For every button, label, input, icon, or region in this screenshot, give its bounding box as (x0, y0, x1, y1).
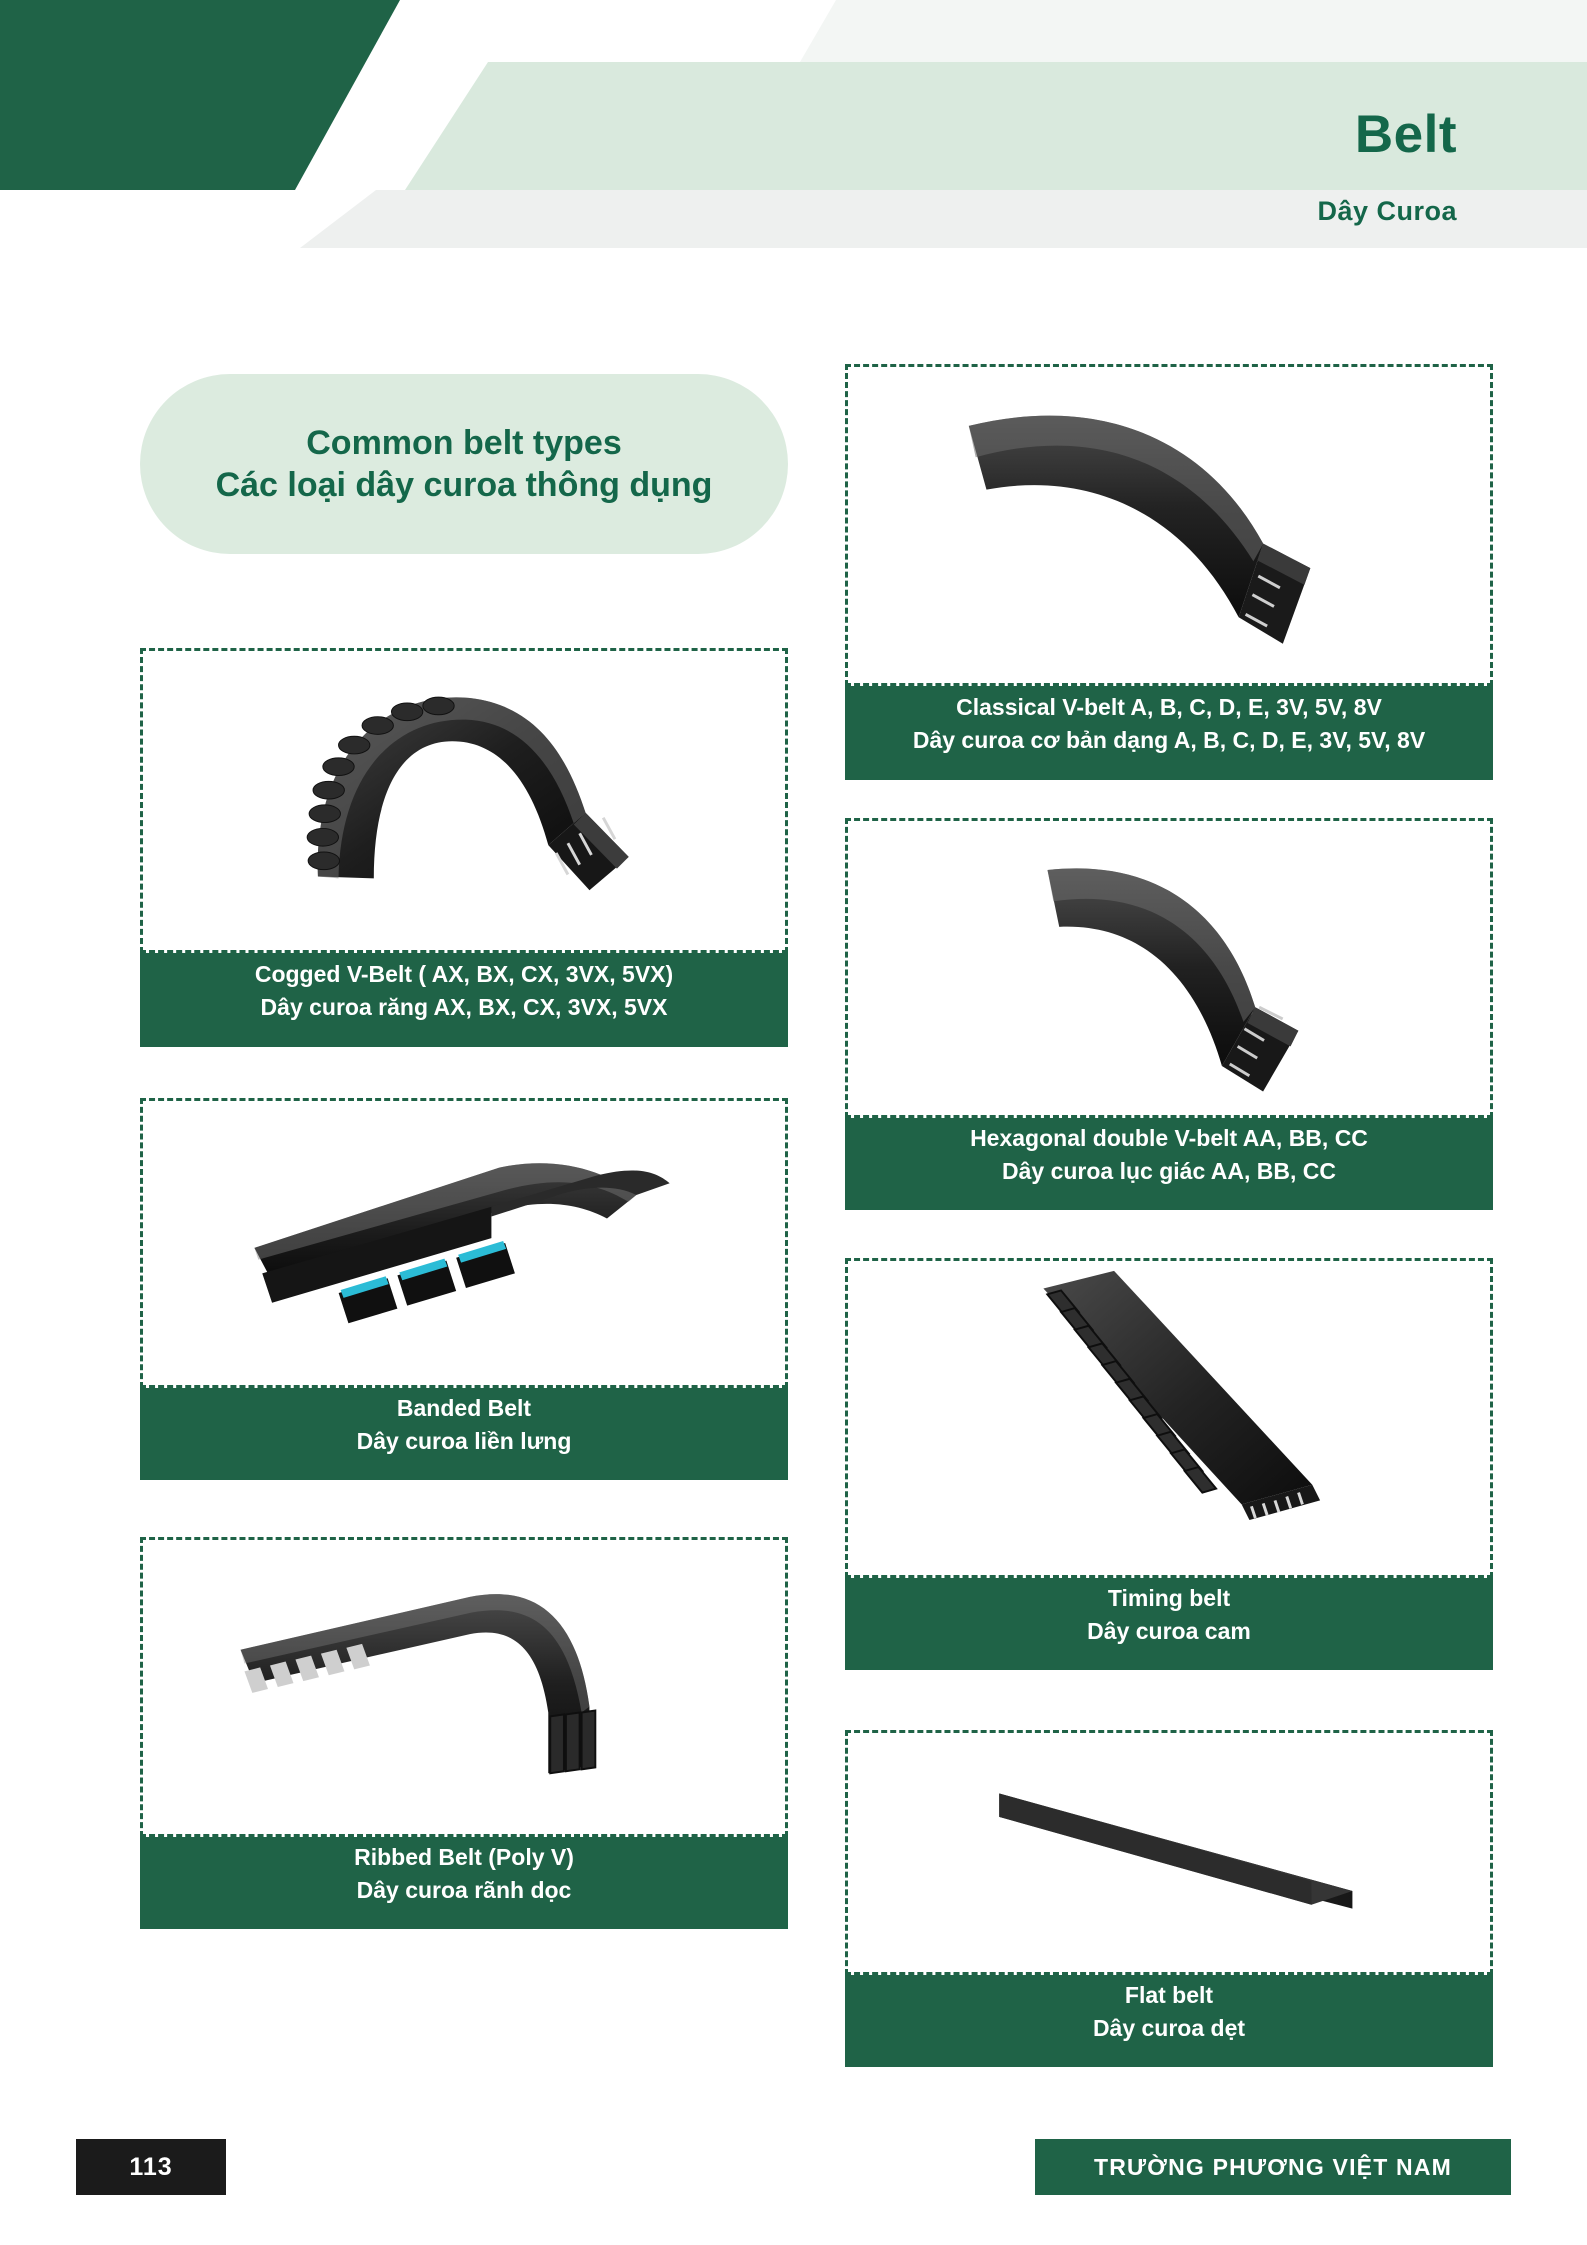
flat-belt-photo (845, 1730, 1493, 1975)
timing-belt-illustration (848, 1261, 1490, 1575)
classical-v-belt-illustration (848, 367, 1490, 683)
cogged-v-belt-photo (140, 648, 788, 953)
header-green-block (0, 0, 400, 190)
classical-v-belt-photo (845, 364, 1493, 686)
page-subtitle: Dây Curoa (1317, 196, 1457, 226)
caption-en: Flat belt (1124, 1981, 1214, 2008)
intro-title-vi: Các loại dây curoa thông dụng (215, 466, 713, 504)
page-header (0, 0, 1587, 268)
caption-en: Timing belt (1107, 1584, 1231, 1611)
caption-vi: Dây curoa lục giác AA, BB, CC (1001, 1158, 1336, 1184)
intro-title-en: Common belt types (306, 423, 622, 462)
company-footer (1035, 2139, 1511, 2195)
caption-vi: Dây curoa cơ bản dạng A, B, C, D, E, 3V, 5V, 8V (912, 727, 1426, 753)
caption-en: Classical V-belt A, B, C, D, E, 3V, 5V, 8V (956, 693, 1382, 720)
caption-vi: Dây curoa liền lưng (356, 1428, 572, 1454)
card-flat-belt (845, 1730, 1493, 2067)
card-timing-belt (845, 1258, 1493, 1670)
card-cogged-v-belt (140, 648, 788, 1047)
hexagonal-double-v-belt-illustration (848, 821, 1490, 1115)
page-title: Belt (1354, 105, 1457, 164)
company-name: TRƯỜNG PHƯƠNG VIỆT NAM (1093, 2153, 1453, 2180)
card-classical-v-belt (845, 364, 1493, 780)
caption-en: Ribbed Belt (Poly V) (354, 1843, 574, 1870)
intro-pill (140, 374, 788, 554)
caption-vi: Dây curoa dẹt (1092, 2015, 1246, 2041)
card-hexagonal-double-v-belt (845, 818, 1493, 1210)
header-stripe-decoration (800, 0, 1587, 62)
banded-belt-photo (140, 1098, 788, 1388)
caption-vi: Dây curoa cam (1087, 1618, 1251, 1644)
ribbed-belt-photo (140, 1537, 788, 1837)
card-banded-belt (140, 1098, 788, 1480)
caption-en: Cogged V-Belt ( AX, BX, CX, 3VX, 5VX) (254, 960, 674, 987)
timing-belt-photo (845, 1258, 1493, 1578)
caption-vi: Dây curoa răng AX, BX, CX, 3VX, 5VX (260, 994, 668, 1020)
hexagonal-double-v-belt-photo (845, 818, 1493, 1118)
page-number-badge (76, 2139, 226, 2195)
page-number: 113 (129, 2152, 173, 2181)
card-ribbed-belt (140, 1537, 788, 1929)
flat-belt-illustration (848, 1733, 1490, 1972)
banded-belt-illustration (143, 1101, 785, 1385)
caption-vi: Dây curoa rãnh dọc (356, 1877, 572, 1903)
caption-en: Banded Belt (396, 1394, 532, 1421)
ribbed-belt-illustration (143, 1540, 785, 1834)
cogged-v-belt-illustration (143, 651, 785, 950)
caption-en: Hexagonal double V-belt AA, BB, CC (970, 1124, 1368, 1151)
